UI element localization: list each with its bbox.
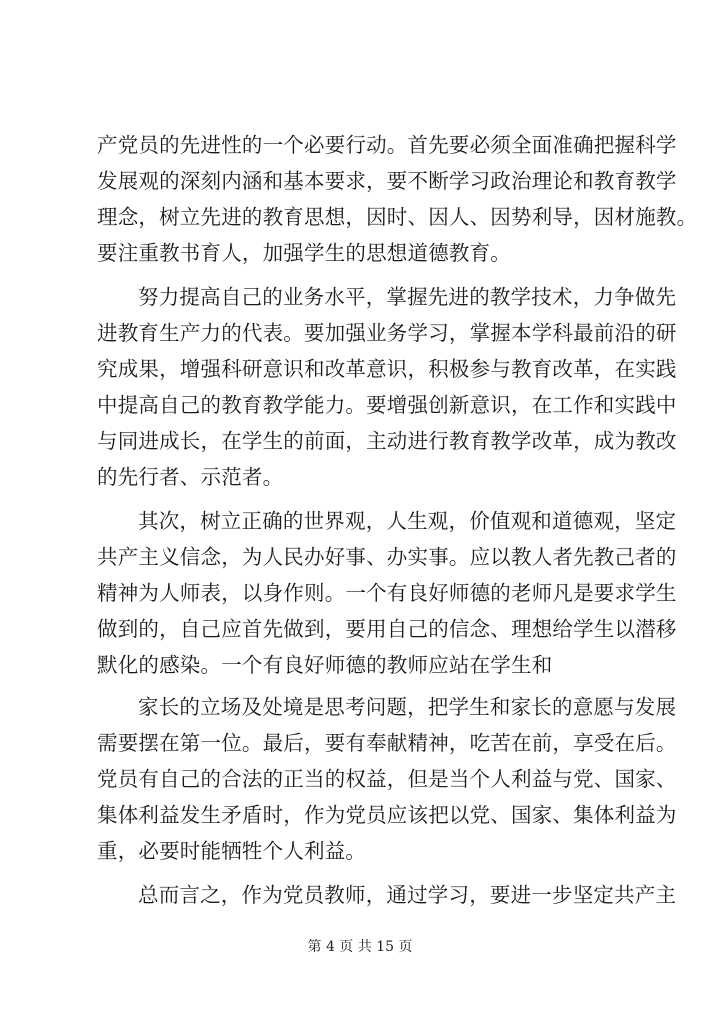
text-line-13: 精神为人师表，以身作则。一个有良好师德的老师凡是要求学生 <box>97 581 677 605</box>
text-line-7: 究成果，增强科研意识和改革意识，积极参与教育改革，在实践 <box>97 357 677 381</box>
text-line-3: 理念，树立先进的教育思想，因时、因人、因势利导，因材施教。 <box>97 205 698 229</box>
text-line-10: 的先行者、示范者。 <box>97 465 284 489</box>
text-line-18: 党员有自己的合法的正当的权益，但是当个人利益与党、国家、 <box>97 767 677 791</box>
text-line-2: 发展观的深刻内涵和基本要求，要不断学习政治理论和教育教学 <box>97 169 677 193</box>
text-line-20: 重，必要时能牺牲个人利益。 <box>97 839 367 863</box>
text-line-12: 共产主义信念，为人民办好事、办实事。应以教人者先教己者的 <box>97 545 677 569</box>
text-line-9: 与同进成长，在学生的前面，主动进行教育教学改革，成为教改 <box>97 429 677 453</box>
text-line-6: 进教育生产力的代表。要加强业务学习，掌握本学科最前沿的研 <box>97 321 677 345</box>
text-line-8: 中提高自己的教育教学能力。要增强创新意识，在工作和实践中 <box>97 393 677 417</box>
text-line-4: 要注重教书育人，加强学生的思想道德教育。 <box>97 241 511 265</box>
text-line-11: 其次，树立正确的世界观，人生观，价值观和道德观，坚定 <box>138 509 677 533</box>
page-footer: 第 4 页 共 15 页 <box>307 939 413 955</box>
text-line-15: 默化的感染。一个有良好师德的教师应站在学生和 <box>97 653 553 677</box>
text-line-21: 总而言之，作为党员教师，通过学习，要进一步坚定共产主 <box>138 883 677 907</box>
text-line-1: 产党员的先进性的一个必要行动。首先要必须全面准确把握科学 <box>97 133 677 157</box>
text-line-17: 需要摆在第一位。最后，要有奉献精神，吃苦在前，享受在后。 <box>97 731 677 755</box>
text-line-16: 家长的立场及处境是思考问题，把学生和家长的意愿与发展 <box>138 695 677 719</box>
text-line-19: 集体利益发生矛盾时，作为党员应该把以党、国家、集体利益为 <box>97 803 677 827</box>
text-line-14: 做到的，自己应首先做到，要用自己的信念、理想给学生以潜移 <box>97 617 677 641</box>
text-line-5: 努力提高自己的业务水平，掌握先进的教学技术，力争做先 <box>138 285 677 309</box>
